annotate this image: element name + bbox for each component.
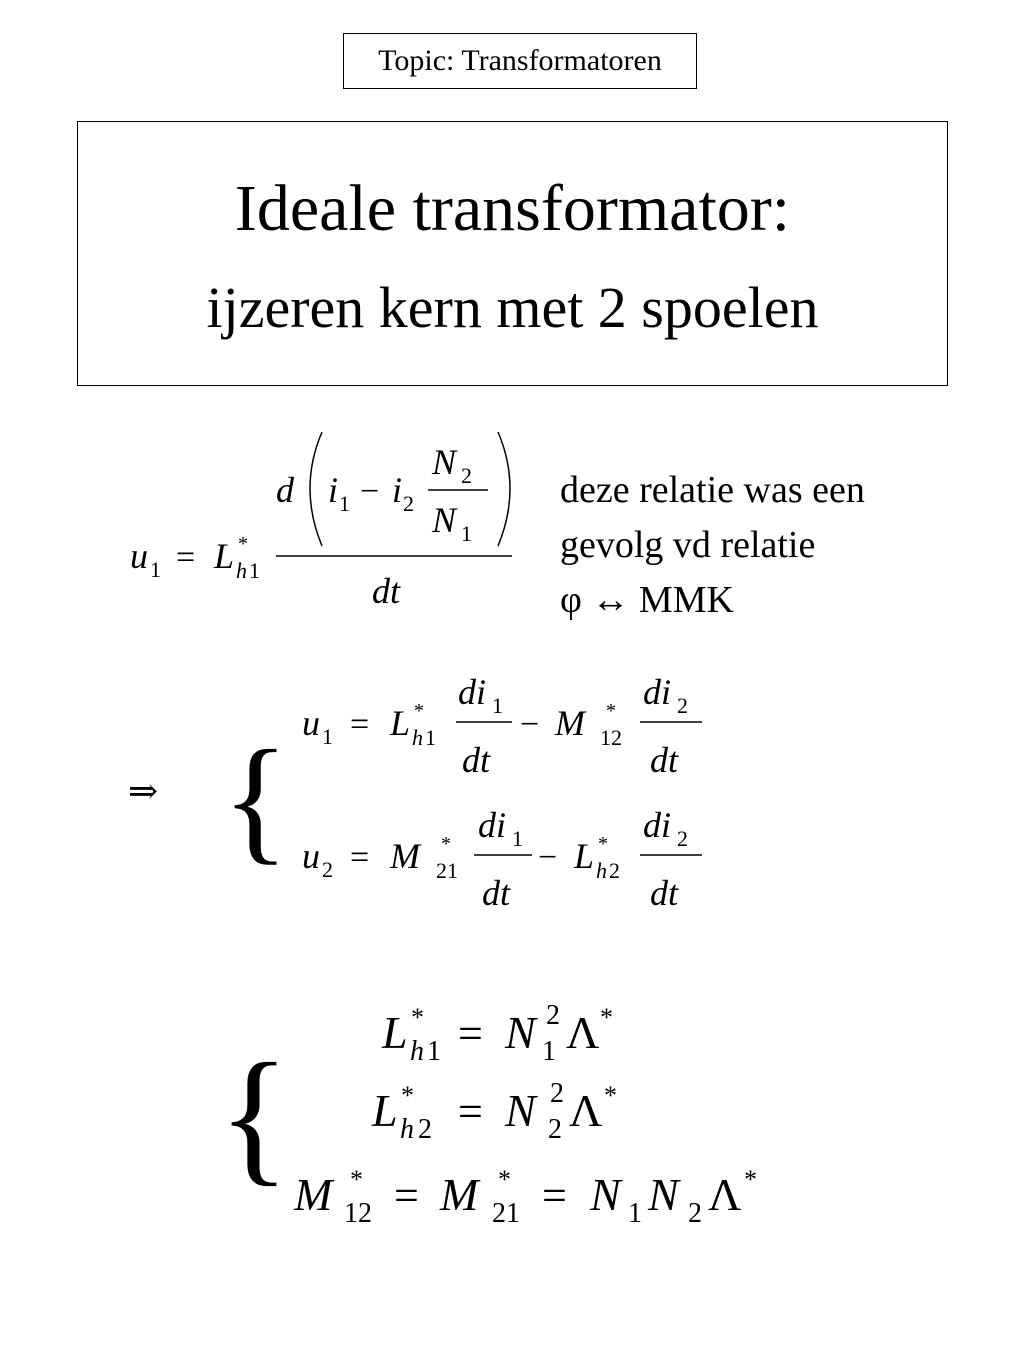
svg-text:dt: dt: [462, 740, 491, 780]
svg-text:M: M: [555, 703, 585, 743]
svg-text:*: *: [498, 1165, 511, 1194]
svg-text:2: 2: [609, 858, 620, 883]
svg-text:*: *: [411, 1003, 424, 1032]
svg-text:−: −: [538, 839, 558, 876]
svg-text:L: L: [214, 536, 235, 576]
page-title: Ideale transformator:: [234, 172, 791, 245]
svg-text:2: 2: [677, 693, 688, 718]
svg-text:−: −: [360, 473, 380, 510]
svg-text:=: =: [350, 839, 370, 876]
svg-text:2: 2: [550, 1078, 564, 1109]
svg-text:1: 1: [339, 491, 350, 516]
topic-label: Topic: Transformatoren: [343, 33, 697, 89]
svg-text:di: di: [458, 672, 487, 712]
svg-text:1: 1: [461, 521, 472, 546]
svg-text:=: =: [458, 1087, 483, 1136]
svg-text:di: di: [643, 805, 672, 845]
svg-text:*: *: [744, 1165, 757, 1194]
svg-text:M: M: [440, 1169, 479, 1220]
svg-text:=: =: [394, 1171, 419, 1220]
svg-text:2: 2: [418, 1114, 432, 1145]
svg-text:u: u: [302, 836, 320, 876]
note-line-1: deze relatie was een: [560, 469, 865, 511]
equation-Lh2: [371, 1078, 617, 1145]
svg-text:L: L: [574, 836, 595, 876]
equation-u2: [302, 805, 702, 913]
svg-text:1: 1: [322, 724, 333, 749]
svg-text:*: *: [604, 1081, 617, 1110]
note-line-2: gevolg vd relatie: [560, 524, 816, 566]
equation-M12-M21: [293, 1165, 757, 1229]
svg-text:N: N: [432, 442, 457, 482]
svg-text:−: −: [520, 706, 540, 743]
brace-system-1: {: [222, 722, 290, 877]
svg-text:*: *: [238, 533, 248, 555]
svg-text:2: 2: [688, 1198, 702, 1229]
svg-text:h: h: [412, 725, 423, 750]
svg-text:d: d: [276, 470, 294, 510]
svg-text:1: 1: [150, 557, 161, 582]
svg-text:*: *: [401, 1081, 414, 1110]
svg-text:dt: dt: [650, 873, 679, 913]
svg-text:=: =: [176, 539, 196, 576]
svg-text:dt: dt: [372, 571, 401, 611]
svg-text:L: L: [372, 1085, 398, 1136]
equation-u1-derivation: [130, 432, 512, 611]
svg-text:N: N: [505, 1085, 536, 1136]
svg-text:1: 1: [249, 558, 260, 583]
svg-text:*: *: [414, 700, 424, 722]
svg-text:21: 21: [436, 858, 458, 883]
svg-text:12: 12: [600, 725, 622, 750]
svg-text:M: M: [294, 1169, 333, 1220]
svg-text:h: h: [596, 858, 607, 883]
svg-text:1: 1: [512, 826, 523, 851]
svg-text:2: 2: [548, 1114, 562, 1145]
svg-text:=: =: [542, 1171, 567, 1220]
svg-text:L: L: [382, 1007, 408, 1058]
svg-text:N: N: [648, 1169, 679, 1220]
svg-text:1: 1: [492, 693, 503, 718]
svg-text:N: N: [590, 1169, 621, 1220]
svg-text:dt: dt: [482, 873, 511, 913]
svg-text:h: h: [400, 1114, 414, 1145]
svg-text:2: 2: [403, 491, 414, 516]
svg-text:*: *: [600, 1003, 613, 1032]
svg-text:L: L: [390, 703, 411, 743]
svg-text:h: h: [236, 558, 247, 583]
svg-text:2: 2: [461, 463, 472, 488]
svg-text:=: =: [458, 1009, 483, 1058]
implies-symbol: ⇒: [128, 771, 159, 811]
svg-text:2: 2: [677, 826, 688, 851]
svg-text:Λ: Λ: [569, 1085, 603, 1136]
equation-Lh1: [381, 1000, 613, 1067]
svg-text:u: u: [302, 703, 320, 743]
svg-text:*: *: [606, 700, 616, 722]
svg-text:12: 12: [344, 1198, 372, 1229]
svg-text:i: i: [392, 470, 403, 510]
svg-text:u: u: [130, 536, 148, 576]
svg-text:1: 1: [425, 725, 436, 750]
svg-text:1: 1: [628, 1198, 642, 1229]
svg-text:Λ: Λ: [566, 1007, 600, 1058]
page-subtitle: ijzeren kern met 2 spoelen: [206, 275, 819, 340]
svg-text:1: 1: [427, 1036, 441, 1067]
svg-text:2: 2: [546, 1000, 560, 1031]
svg-text:1: 1: [542, 1036, 556, 1067]
note-line-3: φ ↔ MMK: [560, 579, 734, 621]
svg-text:N: N: [505, 1007, 536, 1058]
svg-text:h: h: [410, 1036, 424, 1067]
brace-system-2: {: [218, 1033, 290, 1199]
svg-text:2: 2: [322, 857, 333, 882]
svg-text:*: *: [441, 833, 451, 855]
svg-text:21: 21: [492, 1198, 520, 1229]
svg-text:di: di: [643, 672, 672, 712]
svg-text:Λ: Λ: [708, 1169, 742, 1220]
svg-text:N: N: [432, 500, 457, 540]
svg-text:*: *: [598, 833, 608, 855]
svg-text:i: i: [328, 470, 339, 510]
svg-text:M: M: [390, 836, 420, 876]
equation-u1: [302, 672, 702, 780]
svg-text:dt: dt: [650, 740, 679, 780]
svg-text:di: di: [478, 805, 507, 845]
svg-text:*: *: [350, 1165, 363, 1194]
svg-text:=: =: [350, 706, 370, 743]
